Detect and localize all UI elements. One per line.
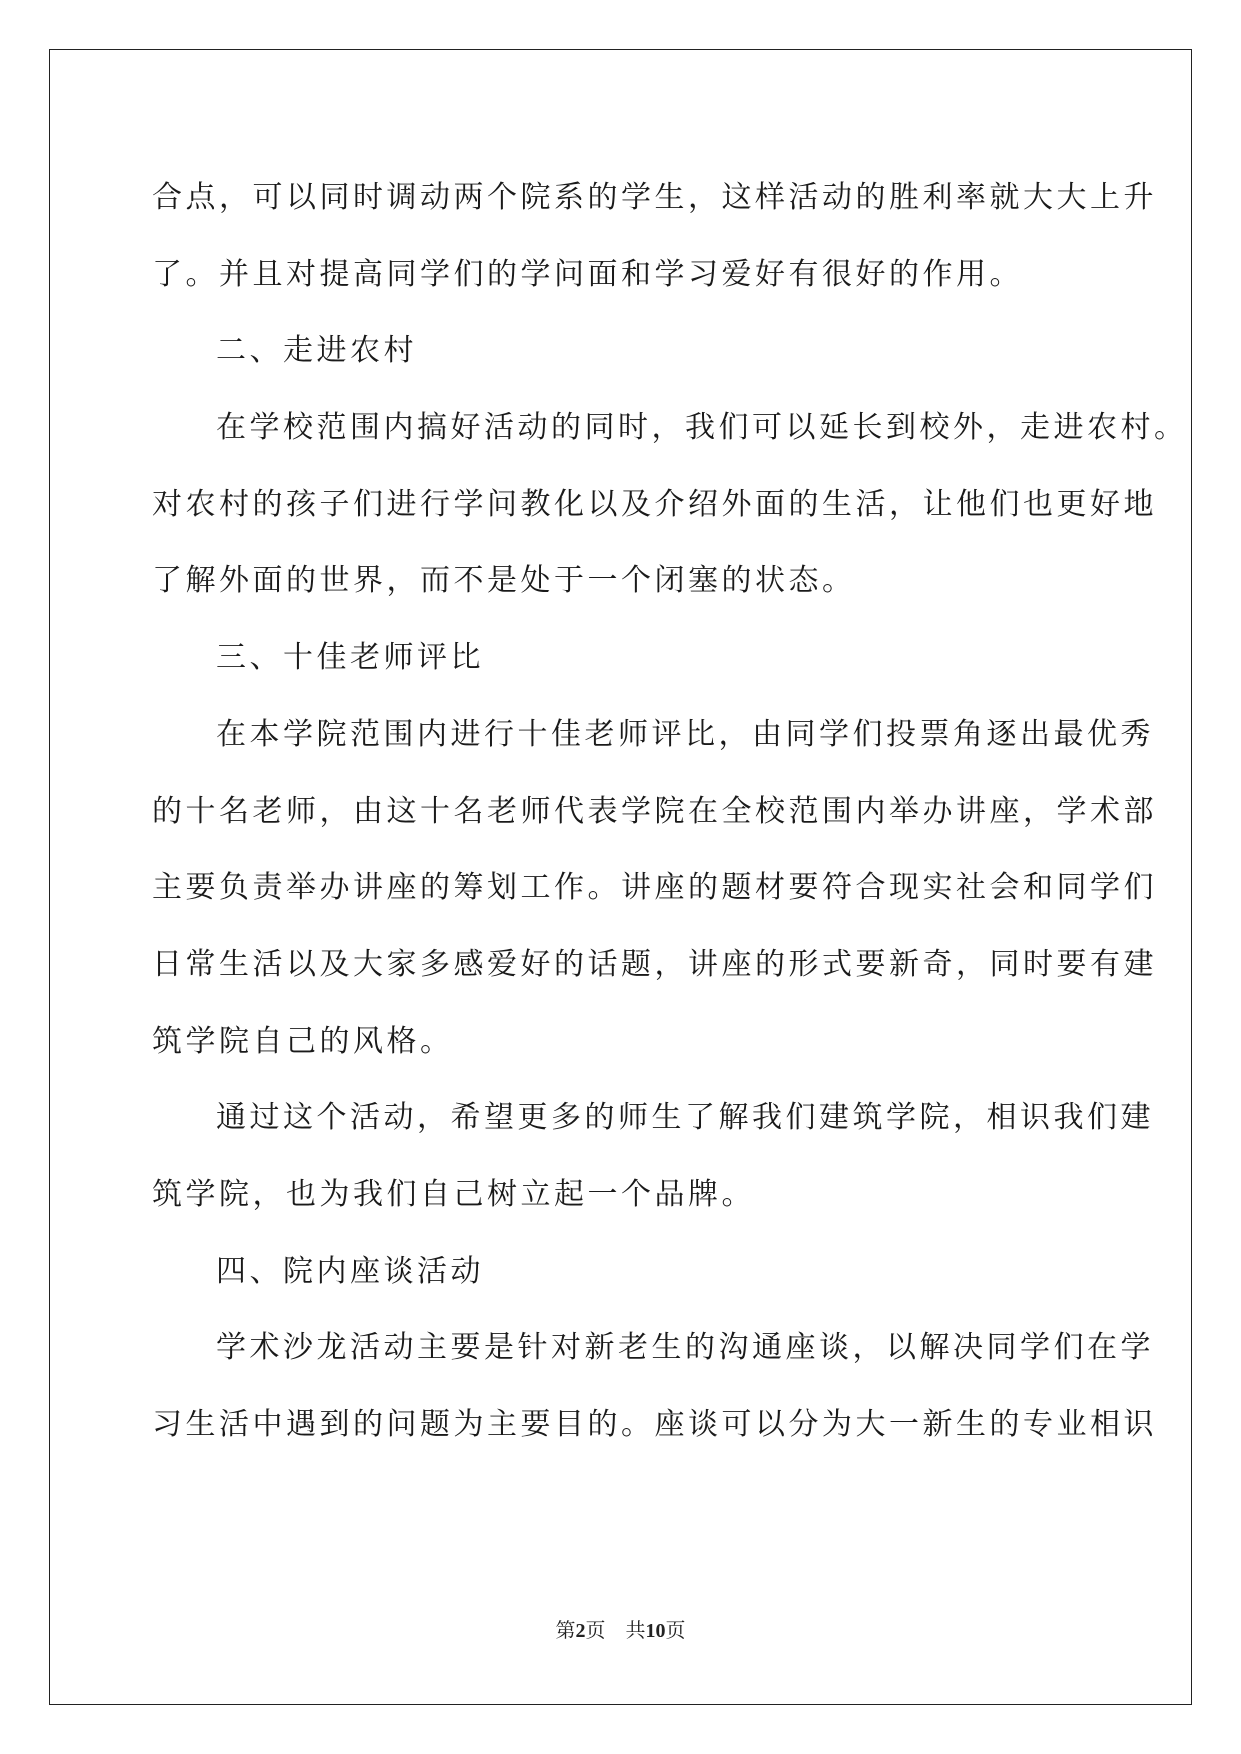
total-suffix: 页 xyxy=(665,1620,686,1642)
body-line: 通过这个活动，希望更多的师生了解我们建筑学院，相识我们建 xyxy=(216,1100,1154,1136)
body-line: 习生活中遇到的问题为主要目的。座谈可以分为大一新生的专业相识 xyxy=(152,1407,1157,1442)
body-line: 主要负责举办讲座的筹划工作。讲座的题材要符合现实社会和同学们 xyxy=(152,870,1157,906)
document-body xyxy=(152,160,1188,1464)
section-heading: 三、十佳老师评比 xyxy=(216,640,484,676)
body-line: 筑学院，也为我们自己树立起一个品牌。 xyxy=(152,1176,755,1212)
body-line: 在本学院范围内进行十佳老师评比，由同学们投票角逐出最优秀 xyxy=(216,716,1154,752)
section-heading: 二、走进农村 xyxy=(216,333,417,369)
total-pages: 10 xyxy=(645,1620,666,1642)
page-footer xyxy=(0,1614,1241,1643)
total-prefix: 共 xyxy=(625,1620,646,1642)
body-line: 了。并且对提高同学们的学问面和学习爱好有很好的作用。 xyxy=(152,256,1023,292)
body-line: 筑学院自己的风格。 xyxy=(152,1023,454,1059)
body-line: 对农村的孩子们进行学问教化以及介绍外面的生活，让他们也更好地 xyxy=(152,486,1157,522)
section-heading: 四、院内座谈活动 xyxy=(216,1253,484,1289)
body-line: 学术沙龙活动主要是针对新老生的沟通座谈，以解决同学们在学 xyxy=(216,1330,1154,1366)
body-line: 了解外面的世界，而不是处于一个闭塞的状态。 xyxy=(152,563,856,599)
page-number: 2 xyxy=(575,1620,586,1642)
page-suffix: 页 xyxy=(585,1620,606,1642)
body-line: 日常生活以及大家多感爱好的话题，讲座的形式要新奇，同时要有建 xyxy=(152,946,1157,982)
body-line: 在学校范围内搞好活动的同时，我们可以延长到校外，走进农村。 xyxy=(216,410,1188,446)
body-line: 的十名老师，由这十名老师代表学院在全校范围内举办讲座，学术部 xyxy=(152,793,1157,829)
body-line: 合点，可以同时调动两个院系的学生，这样活动的胜利率就大大上升 xyxy=(152,180,1157,215)
page-prefix: 第 xyxy=(555,1620,576,1642)
